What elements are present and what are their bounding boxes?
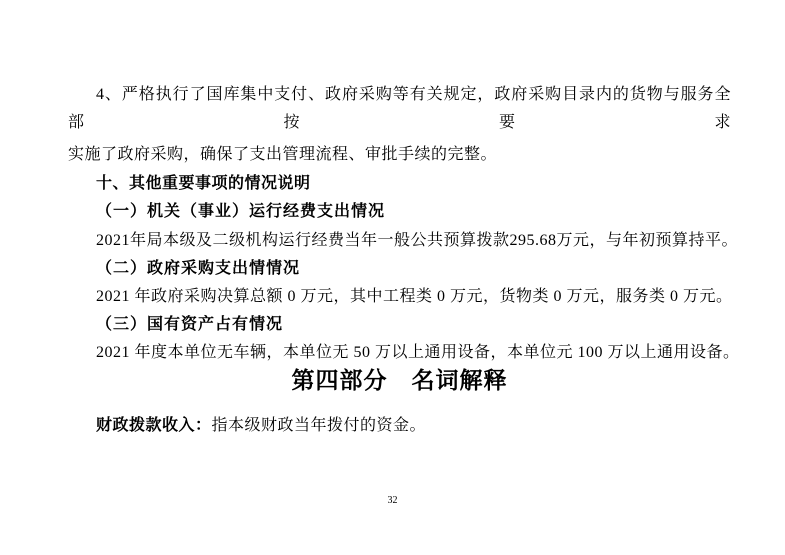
- section-10-heading: 十、其他重要事项的情况说明: [96, 175, 311, 192]
- subsection-3-body: 2021 年度本单位无车辆，本单位无 50 万以上通用设备，本单位元 100 万以上通用设备。: [96, 344, 740, 361]
- subsection-1-heading: （一）机关（事业）运行经费支出情况: [96, 203, 386, 220]
- term-definition-text: 指本级财政当年拨付的资金。: [211, 417, 427, 434]
- paragraph-4-line-2: 实施了政府采购，确保了支出管理流程、审批手续的完整。: [68, 146, 498, 163]
- subsection-2-body: 2021 年政府采购决算总额 0 万元，其中工程类 0 万元，货物类 0 万元，服务类 0 万元。: [96, 288, 733, 305]
- part-4-title: 第四部分 名词解释: [291, 367, 508, 393]
- subsection-2-heading: （二）政府采购支出情情况: [96, 260, 301, 277]
- subsection-1-body: 2021年局本级及二级机构运行经费当年一般公共预算拨款295.68万元，与年初预算持平。: [96, 232, 739, 249]
- page-number: 32: [387, 495, 398, 506]
- paragraph-4-line-1: 4、严格执行了国库集中支付、政府采购等有关规定，政府采购目录内的货物与服务全部按要求: [68, 86, 731, 131]
- document-body: [68, 0, 740, 440]
- term-definition-line: [68, 412, 731, 440]
- subsection-3-heading: （三）国有资产占有情况: [96, 316, 284, 333]
- term-label: 财政拨款收入：: [96, 417, 212, 434]
